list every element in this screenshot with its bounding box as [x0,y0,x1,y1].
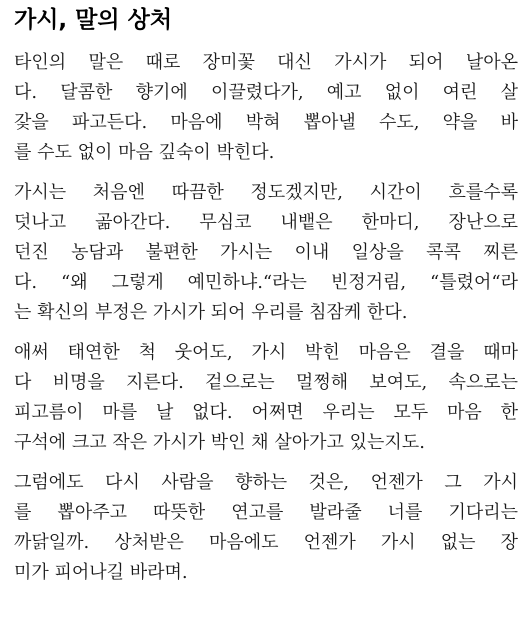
paragraph-4 [14,468,518,588]
text-line: 를 수도 없이 마음 깊숙이 박힌다. [14,142,275,163]
text-line: 그럼에도 다시 사람을 향하는 것은, 언젠가 그 가시 [14,472,518,493]
text-line: 애써 태연한 척 웃어도, 가시 박힌 마음은 결을 때마 [14,342,518,363]
text-line: 다. “왜 그렇게 예민하냐.“라는 빈정거림, “틀렸어“라 [14,272,518,293]
text-line: 는 확신의 부정은 가시가 되어 우리를 침잠케 한다. [14,302,408,323]
document [14,0,518,588]
text-line: 가시는 처음엔 따끔한 정도겠지만, 시간이 흐를수록 [14,182,518,203]
paragraph-3 [14,338,518,458]
paragraph-2 [14,178,518,328]
text-line: 던진 농담과 불편한 가시는 이내 일상을 콕콕 찌른 [14,242,518,263]
document-title: 가시, 말의 상처 [14,7,173,33]
text-line: 피고름이 마를 날 없다. 어쩌면 우리는 모두 마음 한 [14,402,518,423]
text-line: 구석에 크고 작은 가시가 박인 채 살아가고 있는지도. [14,432,425,453]
text-line: 미가 피어나길 바라며. [14,562,188,583]
text-line: 다. 달콤한 향기에 이끌렸다가, 예고 없이 여린 살 [14,82,518,103]
text-line: 갗을 파고든다. 마음에 박혀 뽑아낼 수도, 약을 바 [14,112,518,133]
text-line: 타인의 말은 때로 장미꽃 대신 가시가 되어 날아온 [14,52,518,73]
text-line: 덧나고 곪아간다. 무심코 내뱉은 한마디, 장난으로 [14,212,518,233]
text-line: 다 비명을 지른다. 겉으로는 멀쩡해 보여도, 속으로는 [14,372,518,393]
text-line: 를 뽑아주고 따뜻한 연고를 발라줄 너를 기다리는 [14,502,518,523]
paragraph-1 [14,48,518,168]
text-line: 까닭일까. 상처받은 마음에도 언젠가 가시 없는 장 [14,532,518,553]
